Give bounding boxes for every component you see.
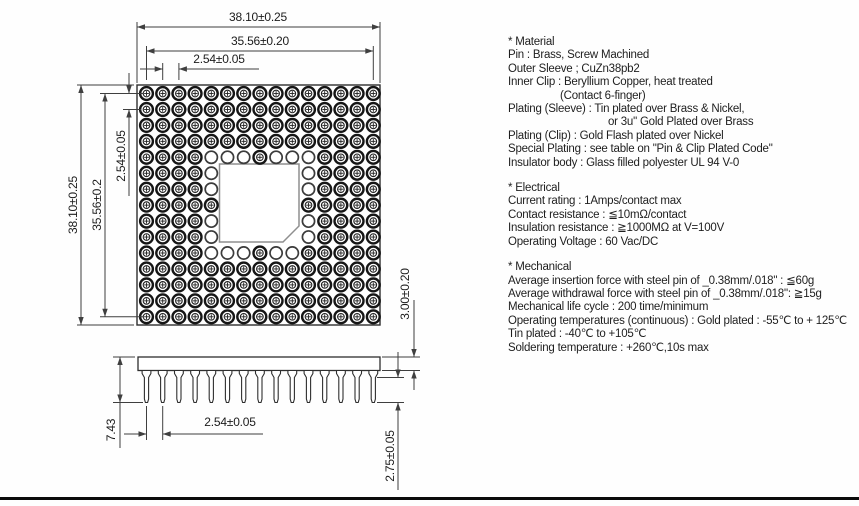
open-hole bbox=[238, 151, 250, 163]
open-hole bbox=[205, 167, 217, 179]
pin-socket bbox=[237, 310, 250, 323]
pin-socket bbox=[254, 310, 267, 323]
pin-socket bbox=[140, 183, 153, 196]
spec-section-0 bbox=[508, 36, 858, 170]
pin-socket bbox=[173, 103, 186, 116]
dimension-arrow bbox=[411, 349, 416, 357]
pin-socket bbox=[335, 294, 348, 307]
pin-socket bbox=[318, 103, 331, 116]
pin-socket bbox=[286, 263, 299, 276]
pin-socket bbox=[367, 247, 380, 260]
pin-socket bbox=[205, 263, 218, 276]
pin-socket bbox=[302, 199, 315, 212]
pin-socket bbox=[302, 247, 315, 260]
pin-socket bbox=[173, 135, 186, 148]
open-hole bbox=[286, 247, 298, 259]
pin-socket bbox=[221, 279, 234, 292]
pin-socket bbox=[335, 231, 348, 244]
dim-label-side-body-height: 3.00±0.20 bbox=[398, 268, 412, 320]
pin-socket bbox=[335, 279, 348, 292]
pin-socket bbox=[286, 103, 299, 116]
pin-socket bbox=[335, 263, 348, 276]
spec-heading: * Electrical bbox=[508, 182, 560, 195]
open-hole bbox=[205, 183, 217, 195]
pin-socket bbox=[286, 87, 299, 100]
pin-socket bbox=[237, 135, 250, 148]
spec-line: Plating (Sleeve) : Tin plated over Brass & Nickel, bbox=[508, 103, 745, 116]
dimension-arrow bbox=[102, 94, 107, 102]
dim-label-top-pitch: 2.54±0.05 bbox=[193, 52, 245, 66]
side-view-pin bbox=[353, 371, 362, 403]
pin-socket bbox=[335, 310, 348, 323]
pin-socket bbox=[205, 103, 218, 116]
open-hole bbox=[205, 151, 217, 163]
pin-socket bbox=[318, 279, 331, 292]
pin-socket bbox=[318, 294, 331, 307]
pin-socket bbox=[302, 103, 315, 116]
pin-socket bbox=[156, 279, 169, 292]
spec-section-1 bbox=[508, 182, 858, 249]
dim-label-side-pin-length: 2.75±0.05 bbox=[383, 430, 397, 482]
open-hole bbox=[302, 231, 314, 243]
pin-socket bbox=[367, 231, 380, 244]
pin-socket bbox=[173, 119, 186, 132]
spec-line: Mechanical life cycle : 200 time/minimum bbox=[508, 301, 709, 314]
side-view-pin bbox=[239, 371, 248, 403]
pin-socket bbox=[351, 263, 364, 276]
pin-socket bbox=[286, 135, 299, 148]
pin-socket bbox=[335, 183, 348, 196]
pin-socket bbox=[140, 167, 153, 180]
pin-socket bbox=[156, 119, 169, 132]
spec-line: Operating Voltage : 60 Vac/DC bbox=[508, 235, 659, 248]
pin-socket bbox=[189, 263, 202, 276]
pin-socket bbox=[189, 231, 202, 244]
pin-socket bbox=[318, 310, 331, 323]
pin-socket bbox=[205, 294, 218, 307]
pin-socket bbox=[286, 279, 299, 292]
pin-socket bbox=[367, 199, 380, 212]
pin-socket bbox=[237, 119, 250, 132]
pin-socket bbox=[254, 279, 267, 292]
pin-socket bbox=[367, 294, 380, 307]
pin-socket bbox=[254, 263, 267, 276]
spec-line: Tin plated : -40℃ to +105℃ bbox=[508, 328, 647, 341]
spec-line: Contact resistance : ≦10mΩ/contact bbox=[508, 208, 687, 221]
pin-socket bbox=[254, 119, 267, 132]
pin-socket bbox=[173, 215, 186, 228]
pin-socket bbox=[367, 87, 380, 100]
pin-socket bbox=[367, 215, 380, 228]
pin-socket bbox=[205, 135, 218, 148]
pin-socket bbox=[237, 294, 250, 307]
spec-line: Inner Clip : Beryllium Copper, heat treated bbox=[508, 76, 713, 89]
open-hole bbox=[286, 151, 298, 163]
pin-socket bbox=[254, 151, 267, 164]
pin-socket bbox=[173, 231, 186, 244]
dim-label-top-outer: 38.10±0.25 bbox=[229, 10, 287, 24]
pin-socket bbox=[318, 119, 331, 132]
pin-socket bbox=[351, 310, 364, 323]
side-view-pin bbox=[223, 371, 232, 403]
pin-socket bbox=[237, 103, 250, 116]
pin-socket bbox=[156, 103, 169, 116]
side-view-body bbox=[138, 357, 380, 371]
pin-socket bbox=[367, 310, 380, 323]
dim-label-top-pin-span: 35.56±0.20 bbox=[231, 34, 289, 48]
pin-socket bbox=[189, 310, 202, 323]
pin-socket bbox=[351, 119, 364, 132]
dimension-arrow bbox=[372, 24, 380, 29]
pin-socket bbox=[318, 247, 331, 260]
pin-socket bbox=[351, 215, 364, 228]
dimension-arrow bbox=[139, 431, 147, 436]
pin-socket bbox=[173, 183, 186, 196]
pin-socket bbox=[140, 294, 153, 307]
pin-socket bbox=[221, 263, 234, 276]
pin-socket bbox=[318, 183, 331, 196]
dimension-arrow bbox=[179, 66, 187, 71]
pin-socket bbox=[335, 103, 348, 116]
pin-socket bbox=[318, 151, 331, 164]
pin-socket bbox=[140, 151, 153, 164]
pin-socket bbox=[173, 247, 186, 260]
pin-socket bbox=[270, 103, 283, 116]
pin-socket bbox=[237, 263, 250, 276]
dimension-arrow bbox=[365, 48, 373, 53]
dimension-arrow bbox=[117, 395, 122, 403]
pin-socket bbox=[302, 263, 315, 276]
pin-socket bbox=[318, 215, 331, 228]
dim-label-side-pitch: 2.54±0.05 bbox=[204, 415, 256, 429]
pin-socket bbox=[367, 279, 380, 292]
pin-socket bbox=[205, 87, 218, 100]
pin-socket bbox=[270, 119, 283, 132]
pin-socket bbox=[254, 103, 267, 116]
pin-socket bbox=[351, 199, 364, 212]
side-view-pin bbox=[207, 371, 216, 403]
pin-socket bbox=[367, 135, 380, 148]
pin-socket bbox=[205, 119, 218, 132]
open-hole bbox=[270, 247, 282, 259]
dim-label-side-total-height: 7.43 bbox=[104, 418, 118, 442]
pin-socket bbox=[367, 119, 380, 132]
pin-socket bbox=[351, 151, 364, 164]
side-view-pin bbox=[256, 371, 265, 403]
pin-socket bbox=[189, 135, 202, 148]
pin-socket bbox=[173, 167, 186, 180]
pin-socket bbox=[189, 103, 202, 116]
pin-socket bbox=[335, 215, 348, 228]
pin-socket bbox=[189, 279, 202, 292]
pin-socket bbox=[367, 263, 380, 276]
dimension-arrow bbox=[411, 371, 416, 379]
side-view-pin bbox=[369, 371, 378, 403]
pin-socket bbox=[254, 247, 267, 260]
pin-socket bbox=[140, 279, 153, 292]
pin-socket bbox=[221, 87, 234, 100]
pin-socket bbox=[318, 263, 331, 276]
pin-socket bbox=[173, 310, 186, 323]
pin-socket bbox=[173, 87, 186, 100]
dimension-arrow bbox=[155, 66, 163, 71]
side-view-pin bbox=[191, 371, 200, 403]
pin-socket bbox=[221, 119, 234, 132]
pin-socket bbox=[156, 294, 169, 307]
open-hole bbox=[302, 215, 314, 227]
pin-socket bbox=[189, 215, 202, 228]
dimension-arrow bbox=[102, 309, 107, 317]
open-hole bbox=[270, 151, 282, 163]
pin-socket bbox=[351, 183, 364, 196]
pin-socket bbox=[367, 167, 380, 180]
pin-socket bbox=[140, 199, 153, 212]
pin-socket bbox=[189, 87, 202, 100]
side-view-pin bbox=[337, 371, 346, 403]
pin-socket bbox=[156, 310, 169, 323]
pin-socket bbox=[156, 199, 169, 212]
side-view-pin bbox=[175, 371, 184, 403]
spec-line: Plating (Clip) : Gold Flash plated over Nickel bbox=[508, 129, 724, 142]
pin-socket bbox=[205, 199, 218, 212]
side-view-pin bbox=[288, 371, 297, 403]
dimension-arrow bbox=[117, 357, 122, 365]
pin-socket bbox=[351, 87, 364, 100]
spec-line: Insulator body : Glass filled polyester UL 94 V-0 bbox=[508, 156, 740, 169]
bottom-divider bbox=[0, 497, 859, 500]
pin-socket bbox=[156, 215, 169, 228]
pin-socket bbox=[302, 294, 315, 307]
pin-socket bbox=[351, 279, 364, 292]
center-cutout bbox=[220, 164, 300, 242]
pin-socket bbox=[335, 167, 348, 180]
pin-socket bbox=[173, 294, 186, 307]
pin-socket bbox=[156, 247, 169, 260]
open-hole bbox=[221, 151, 233, 163]
pin-socket bbox=[335, 87, 348, 100]
pin-socket bbox=[140, 103, 153, 116]
pin-socket bbox=[302, 87, 315, 100]
pin-socket bbox=[302, 135, 315, 148]
pin-socket bbox=[351, 231, 364, 244]
pin-socket bbox=[351, 294, 364, 307]
pin-socket bbox=[318, 199, 331, 212]
pin-socket bbox=[221, 103, 234, 116]
pin-socket bbox=[173, 279, 186, 292]
dimension-arrow bbox=[137, 24, 145, 29]
pin-socket bbox=[189, 199, 202, 212]
pin-socket bbox=[254, 294, 267, 307]
spec-line: Operating temperatures (continuous) : Gold plated : -55℃ to + 125℃ bbox=[508, 314, 847, 327]
pin-socket bbox=[270, 87, 283, 100]
specifications-panel bbox=[508, 36, 858, 367]
pin-socket bbox=[335, 247, 348, 260]
open-hole bbox=[302, 167, 314, 179]
pin-socket bbox=[156, 183, 169, 196]
spec-heading: * Material bbox=[508, 36, 555, 48]
side-view-pin bbox=[142, 371, 151, 403]
pin-socket bbox=[156, 231, 169, 244]
pin-socket bbox=[205, 310, 218, 323]
pin-socket bbox=[270, 279, 283, 292]
pin-socket bbox=[156, 87, 169, 100]
open-hole bbox=[205, 247, 217, 259]
dimension-arrow bbox=[163, 431, 171, 436]
dimension-arrow bbox=[78, 85, 83, 93]
side-view-pin bbox=[320, 371, 329, 403]
dim-label-left-pin-span: 35.56±0.2 bbox=[90, 179, 104, 231]
open-hole bbox=[238, 247, 250, 259]
dimension-arrow bbox=[395, 403, 400, 411]
pin-socket bbox=[270, 263, 283, 276]
spec-line: Pin : Brass, Screw Machined bbox=[508, 49, 650, 62]
pin-socket bbox=[286, 119, 299, 132]
spec-line: Soldering temperature : +260℃,10s max bbox=[508, 341, 709, 354]
dimension-arrow bbox=[78, 317, 83, 325]
spec-line: Average withdrawal force with steel pin of _0.38mm/.018": ≧15g bbox=[508, 287, 822, 300]
pin-socket bbox=[318, 135, 331, 148]
dim-label-left-pitch: 2.54±0.05 bbox=[114, 130, 128, 182]
dimension-arrow bbox=[147, 48, 155, 53]
pin-socket bbox=[351, 247, 364, 260]
pin-socket bbox=[335, 199, 348, 212]
spec-section-2 bbox=[508, 261, 858, 355]
pin-socket bbox=[221, 310, 234, 323]
pin-socket bbox=[156, 263, 169, 276]
pin-socket bbox=[351, 103, 364, 116]
open-hole bbox=[302, 151, 314, 163]
pin-socket bbox=[221, 135, 234, 148]
pin-socket bbox=[351, 167, 364, 180]
pin-socket bbox=[367, 151, 380, 164]
pin-socket bbox=[205, 279, 218, 292]
pin-socket bbox=[367, 183, 380, 196]
spec-line: Current rating : 1Amps/contact max bbox=[508, 195, 682, 208]
dimension-arrow bbox=[126, 109, 131, 117]
pin-socket bbox=[302, 279, 315, 292]
pin-socket bbox=[173, 151, 186, 164]
open-hole bbox=[302, 183, 314, 195]
pin-socket bbox=[286, 310, 299, 323]
pin-socket bbox=[189, 294, 202, 307]
pin-socket bbox=[335, 135, 348, 148]
pin-socket bbox=[156, 167, 169, 180]
pin-socket bbox=[140, 247, 153, 260]
pin-socket bbox=[189, 247, 202, 260]
spec-line: or 3u" Gold Plated over Brass bbox=[608, 116, 754, 129]
pin-socket bbox=[173, 199, 186, 212]
open-hole bbox=[221, 247, 233, 259]
dimension-arrow bbox=[126, 86, 131, 94]
pin-socket bbox=[335, 151, 348, 164]
open-hole bbox=[205, 231, 217, 243]
pin-socket bbox=[156, 135, 169, 148]
pin-socket bbox=[221, 294, 234, 307]
pin-socket bbox=[237, 87, 250, 100]
side-view-pin bbox=[158, 371, 167, 403]
pin-socket bbox=[335, 119, 348, 132]
spec-line: Outer Sleeve ; CuZn38pb2 bbox=[508, 62, 640, 75]
spec-line: Special Plating : see table on "Pin & Clip Plated Code" bbox=[508, 143, 773, 156]
dim-label-left-outer: 38.10±0.25 bbox=[66, 176, 80, 234]
pin-socket bbox=[140, 119, 153, 132]
pin-socket bbox=[140, 215, 153, 228]
pin-socket bbox=[189, 167, 202, 180]
pin-socket bbox=[140, 231, 153, 244]
pin-socket bbox=[302, 310, 315, 323]
pin-socket bbox=[351, 135, 364, 148]
pin-socket bbox=[156, 151, 169, 164]
pin-socket bbox=[189, 151, 202, 164]
pin-socket bbox=[318, 167, 331, 180]
open-hole bbox=[205, 215, 217, 227]
pin-socket bbox=[237, 279, 250, 292]
pin-socket bbox=[367, 103, 380, 116]
spec-heading: * Mechanical bbox=[508, 261, 572, 274]
pin-socket bbox=[140, 135, 153, 148]
pin-socket bbox=[254, 87, 267, 100]
side-view-pin bbox=[272, 371, 281, 403]
spec-line: (Contact 6-finger) bbox=[560, 89, 646, 102]
spec-line: Insulation resistance : ≧1000MΩ at V=100V bbox=[508, 222, 725, 235]
pin-socket bbox=[318, 231, 331, 244]
pin-socket bbox=[189, 183, 202, 196]
pin-socket bbox=[254, 135, 267, 148]
pin-socket bbox=[318, 87, 331, 100]
spec-line: Average insertion force with steel pin of _0.38mm/.018" : ≦60g bbox=[508, 274, 815, 287]
side-view-pin bbox=[304, 371, 313, 403]
pin-socket bbox=[270, 294, 283, 307]
pin-socket bbox=[270, 135, 283, 148]
pin-socket bbox=[189, 119, 202, 132]
pin-socket bbox=[286, 294, 299, 307]
pin-socket bbox=[173, 263, 186, 276]
pin-socket bbox=[140, 263, 153, 276]
pin-socket bbox=[270, 310, 283, 323]
pin-socket bbox=[302, 119, 315, 132]
